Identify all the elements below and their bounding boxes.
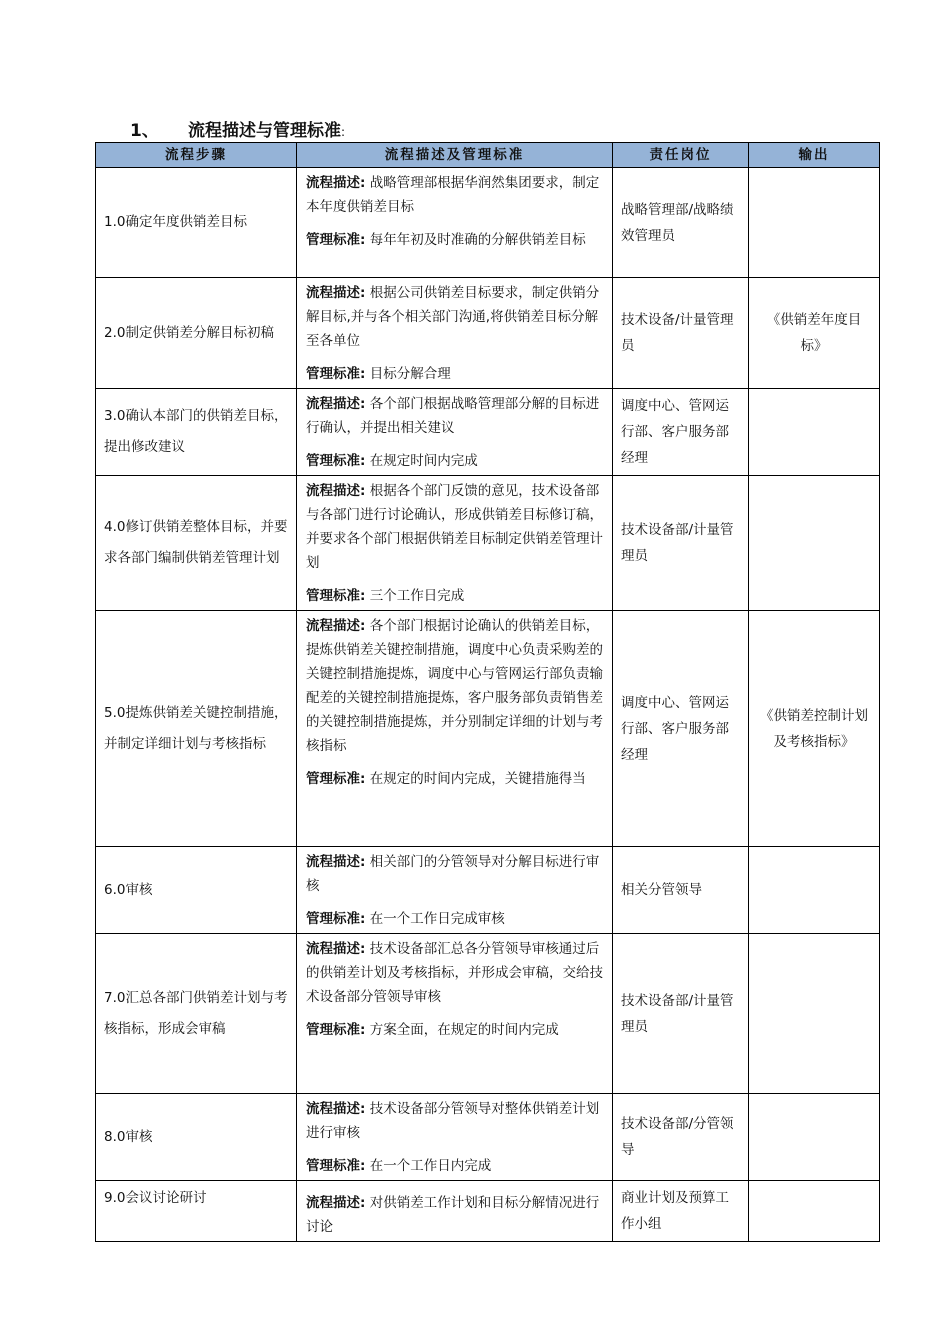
section-title: 流程描述与管理标准 [188,121,341,141]
step-cell: 9.0会议讨论研讨 [96,1181,297,1242]
output-cell [749,1094,880,1181]
desc-text: 技术设备部汇总各分管领导审核通过后的供销差计划及考核指标，并形成会审稿，交给技术设备部分管领导审核 [306,941,603,1005]
step-cell: 4.0修订供销差整体目标，并要求各部门编制供销差管理计划 [96,476,297,611]
std-text: 在规定时间内完成 [369,453,478,469]
std-text: 三个工作日完成 [369,588,465,604]
table-header-row [96,143,880,168]
std-label: 管理标准: [306,366,366,382]
output-cell [749,934,880,1094]
process-table [95,142,880,1242]
output-cell [749,1181,880,1242]
role-cell: 调度中心、管网运行部、客户服务部经理 [613,389,749,476]
table-row [96,476,880,611]
role-cell: 技术设备/计量管理员 [613,278,749,389]
output-cell [749,389,880,476]
role-cell: 技术设备部/计量管理员 [613,476,749,611]
description-cell [297,1094,613,1181]
std-text: 在规定的时间内完成，关键措施得当 [369,771,586,787]
std-label: 管理标准: [306,1022,366,1038]
description-cell [297,934,613,1094]
std-label: 管理标准: [306,588,366,604]
desc-text: 战略管理部根据华润然集团要求，制定本年度供销差目标 [306,175,600,215]
role-cell: 技术设备部/分管领导 [613,1094,749,1181]
desc-text: 各个部门根据讨论确认的供销差目标，提炼供销差关键控制措施，调度中心负责采购差的关键控制措施提炼，调度中心与管网运行部负责输配差的关键控制措施提炼，客户服务部负责销售差的关键控制措施提炼，并分别制定详细的计划与考核指标 [306,618,603,754]
step-cell: 7.0汇总各部门供销差计划与考核指标，形成会审稿 [96,934,297,1094]
table-row [96,389,880,476]
desc-label: 流程描述: [306,175,366,191]
step-cell: 8.0审核 [96,1094,297,1181]
desc-label: 流程描述: [306,483,366,499]
desc-label: 流程描述: [306,854,366,870]
std-text: 在一个工作日内完成 [369,1158,492,1174]
std-label: 管理标准: [306,453,366,469]
desc-text: 根据公司供销差目标要求，制定供销分解目标,并与各个相关部门沟通,将供销差目标分解至各单位 [306,285,600,349]
table-row [96,1094,880,1181]
output-cell [749,476,880,611]
description-cell [297,389,613,476]
description-cell [297,278,613,389]
role-cell: 战略管理部/战略绩效管理员 [613,168,749,278]
std-label: 管理标准: [306,771,366,787]
desc-text: 根据各个部门反馈的意见，技术设备部与各部门进行讨论确认，形成供销差目标修订稿，并要求各个部门根据供销差目标制定供销差管理计划 [306,483,603,571]
output-cell [749,847,880,934]
header-step: 流程步骤 [96,143,297,168]
description-cell [297,476,613,611]
desc-text: 对供销差工作计划和目标分解情况进行讨论 [306,1195,600,1235]
role-cell: 调度中心、管网运行部、客户服务部经理 [613,611,749,847]
desc-label: 流程描述: [306,1101,366,1117]
std-label: 管理标准: [306,232,366,248]
std-label: 管理标准: [306,1158,366,1174]
desc-label: 流程描述: [306,396,366,412]
output-cell: 《供销差控制计划及考核指标》 [749,611,880,847]
step-cell: 1.0确定年度供销差目标 [96,168,297,278]
table-row [96,934,880,1094]
output-cell [749,168,880,278]
description-cell [297,611,613,847]
desc-text: 各个部门根据战略管理部分解的目标进行确认，并提出相关建议 [306,396,600,436]
desc-label: 流程描述: [306,285,366,301]
step-cell: 2.0制定供销差分解目标初稿 [96,278,297,389]
std-label: 管理标准: [306,911,366,927]
std-text: 目标分解合理 [369,366,451,382]
section-separator: : [341,125,346,139]
table-row [96,611,880,847]
desc-text: 技术设备部分管领导对整体供销差计划进行审核 [306,1101,600,1141]
std-text: 每年年初及时准确的分解供销差目标 [369,232,586,248]
header-role: 责任岗位 [613,143,749,168]
step-cell: 3.0确认本部门的供销差目标，提出修改建议 [96,389,297,476]
table-row [96,1181,880,1242]
section-number: 1、 [130,121,159,141]
desc-label: 流程描述: [306,618,366,634]
std-text: 方案全面，在规定的时间内完成 [369,1022,559,1038]
desc-text: 相关部门的分管领导对分解目标进行审核 [306,854,600,894]
table-row [96,847,880,934]
header-description: 流程描述及管理标准 [297,143,613,168]
role-cell: 技术设备部/计量管理员 [613,934,749,1094]
std-text: 在一个工作日完成审核 [369,911,505,927]
description-cell [297,847,613,934]
step-cell: 5.0提炼供销差关键控制措施，并制定详细计划与考核指标 [96,611,297,847]
section-heading [130,116,345,141]
role-cell: 相关分管领导 [613,847,749,934]
role-cell: 商业计划及预算工作小组 [613,1181,749,1242]
description-cell [297,1181,613,1242]
header-output: 输出 [749,143,880,168]
output-cell: 《供销差年度目标》 [749,278,880,389]
table-row [96,168,880,278]
desc-label: 流程描述: [306,1195,366,1211]
table-row [96,278,880,389]
step-cell: 6.0审核 [96,847,297,934]
description-cell [297,168,613,278]
desc-label: 流程描述: [306,941,366,957]
